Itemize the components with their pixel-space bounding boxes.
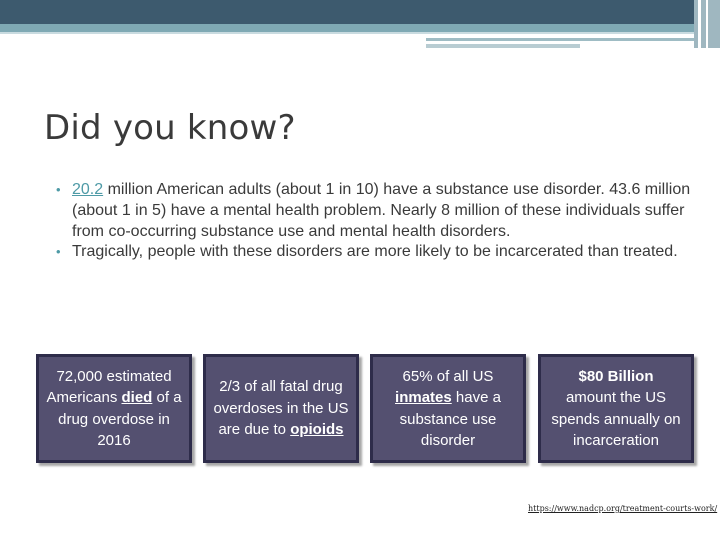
page-title: Did you know? bbox=[44, 108, 296, 148]
stat-text: 2/3 of all fatal drug overdoses in the US are due to bbox=[213, 378, 349, 439]
bullet-text: Tragically, people with these disorders are more likely to be incarcerated than treated. bbox=[72, 243, 678, 261]
highlight-number[interactable]: 20.2 bbox=[72, 181, 104, 198]
bullet-list bbox=[56, 180, 696, 263]
stat-text: 65% of all US bbox=[402, 367, 494, 385]
stat-box-opioids bbox=[203, 354, 359, 463]
top-band-dark bbox=[0, 0, 720, 24]
source-link[interactable]: https://www.nadcp.org/treatment-courts-work/ bbox=[528, 504, 718, 513]
top-corner-divider-2 bbox=[706, 0, 708, 48]
stat-box-inmates bbox=[370, 354, 526, 463]
stat-box-incarceration-cost bbox=[538, 354, 694, 463]
stat-emphasis: $80 Billion bbox=[578, 367, 654, 385]
top-band-accent-line-1 bbox=[426, 38, 694, 41]
bullet-item-incarceration bbox=[56, 242, 696, 263]
stat-box-overdose-deaths bbox=[36, 354, 192, 463]
bullet-icon: • bbox=[56, 182, 61, 197]
stat-emphasis: opioids bbox=[290, 421, 344, 439]
top-band-line bbox=[0, 32, 720, 34]
stat-text: 72,000 estimated Americans bbox=[46, 367, 172, 406]
stat-emphasis: inmates bbox=[395, 389, 452, 406]
bullet-icon: • bbox=[56, 244, 61, 260]
top-band-accent-line-2 bbox=[426, 44, 580, 48]
bullet-text: million American adults (about 1 in 10) have a substance use disorder. 43.6 million (about 1 in 5) have a mental health problem. Nearly 8 million of these individuals suffer from co-occurring substance use and mental health disorders. bbox=[72, 181, 691, 240]
stat-text: of a drug overdose in 2016 bbox=[58, 389, 182, 449]
bullet-item-prevalence bbox=[56, 180, 696, 242]
top-band-teal bbox=[0, 24, 720, 32]
stat-text: amount the US spends annually on incarceration bbox=[551, 389, 681, 449]
top-corner-divider-1 bbox=[698, 0, 701, 48]
stat-text: have a substance use disorder bbox=[399, 389, 501, 449]
stat-emphasis: died bbox=[121, 389, 153, 406]
